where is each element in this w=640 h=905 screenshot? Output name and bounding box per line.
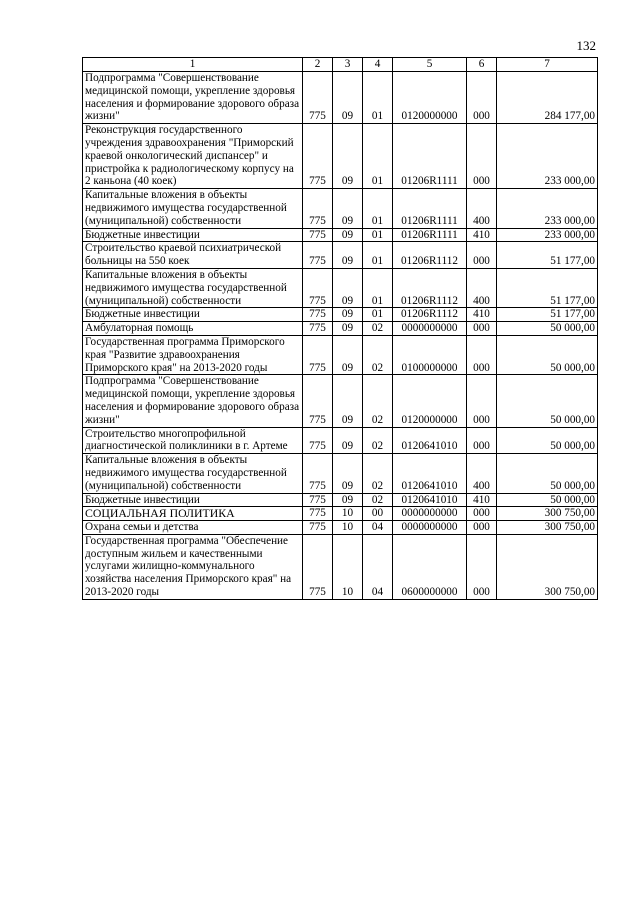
row-amount-cell: 233 000,00 <box>497 189 598 228</box>
row-grbs-cell: 775 <box>303 454 333 493</box>
row-grbs-cell: 775 <box>303 427 333 454</box>
row-name-cell: Подпрограмма "Совершенствование медицинской помощи, укрепление здоровья населения и формирование здорового образа жизни" <box>83 375 303 427</box>
row-expense-type-cell: 000 <box>467 427 497 454</box>
row-name-cell: Амбулаторная помощь <box>83 322 303 336</box>
row-target-item-cell: 0120641010 <box>393 493 467 507</box>
budget-table <box>82 57 598 600</box>
row-grbs-cell: 775 <box>303 521 333 535</box>
row-subsection-cell: 01 <box>363 124 393 189</box>
row-section-cell: 09 <box>333 124 363 189</box>
row-section-cell: 09 <box>333 268 363 307</box>
row-target-item-cell: 0000000000 <box>393 507 467 521</box>
row-subsection-cell: 02 <box>363 493 393 507</box>
row-subsection-cell: 04 <box>363 534 393 599</box>
row-grbs-cell: 775 <box>303 72 333 124</box>
row-name-cell: Капитальные вложения в объекты недвижимого имущества государственной (муниципальной) собственности <box>83 189 303 228</box>
column-header: 6 <box>467 58 497 72</box>
row-name-cell: Подпрограмма "Совершенствование медицинской помощи, укрепление здоровья населения и формирование здорового образа жизни" <box>83 72 303 124</box>
row-grbs-cell: 775 <box>303 308 333 322</box>
row-amount-cell: 233 000,00 <box>497 228 598 242</box>
row-amount-cell: 50 000,00 <box>497 427 598 454</box>
table-row <box>83 72 598 124</box>
row-grbs-cell: 775 <box>303 493 333 507</box>
table-row <box>83 507 598 521</box>
row-target-item-cell: 0120000000 <box>393 375 467 427</box>
header-row <box>83 58 598 72</box>
row-expense-type-cell: 000 <box>467 507 497 521</box>
row-subsection-cell: 02 <box>363 375 393 427</box>
column-header: 1 <box>83 58 303 72</box>
row-amount-cell: 300 750,00 <box>497 507 598 521</box>
row-expense-type-cell: 000 <box>467 375 497 427</box>
table-row <box>83 322 598 336</box>
row-amount-cell: 50 000,00 <box>497 375 598 427</box>
row-amount-cell: 300 750,00 <box>497 534 598 599</box>
row-target-item-cell: 01206R1111 <box>393 124 467 189</box>
column-header: 2 <box>303 58 333 72</box>
row-amount-cell: 284 177,00 <box>497 72 598 124</box>
row-name-cell: Капитальные вложения в объекты недвижимого имущества государственной (муниципальной) собственности <box>83 454 303 493</box>
row-subsection-cell: 02 <box>363 454 393 493</box>
row-subsection-cell: 01 <box>363 242 393 269</box>
row-target-item-cell: 0120641010 <box>393 427 467 454</box>
row-amount-cell: 51 177,00 <box>497 308 598 322</box>
column-header: 5 <box>393 58 467 72</box>
row-expense-type-cell: 000 <box>467 124 497 189</box>
row-section-cell: 10 <box>333 534 363 599</box>
column-header: 7 <box>497 58 598 72</box>
row-amount-cell: 50 000,00 <box>497 335 598 374</box>
row-grbs-cell: 775 <box>303 228 333 242</box>
row-name-cell: Капитальные вложения в объекты недвижимого имущества государственной (муниципальной) собственности <box>83 268 303 307</box>
table-row <box>83 375 598 427</box>
row-section-cell: 09 <box>333 454 363 493</box>
table-row <box>83 268 598 307</box>
row-name-cell: Реконструкция государственного учреждения здравоохранения "Приморский краевой онкологический диспансер" и пристройка к радиологическому корпусу на 2 каньона (40 коек) <box>83 124 303 189</box>
row-expense-type-cell: 000 <box>467 322 497 336</box>
row-section-cell: 09 <box>333 493 363 507</box>
row-expense-type-cell: 000 <box>467 242 497 269</box>
row-amount-cell: 300 750,00 <box>497 521 598 535</box>
table-row <box>83 242 598 269</box>
row-target-item-cell: 0000000000 <box>393 322 467 336</box>
table-row <box>83 427 598 454</box>
row-grbs-cell: 775 <box>303 534 333 599</box>
table-row <box>83 454 598 493</box>
row-subsection-cell: 04 <box>363 521 393 535</box>
row-target-item-cell: 01206R1112 <box>393 308 467 322</box>
row-grbs-cell: 775 <box>303 189 333 228</box>
column-header: 4 <box>363 58 393 72</box>
row-expense-type-cell: 000 <box>467 335 497 374</box>
row-expense-type-cell: 000 <box>467 72 497 124</box>
row-target-item-cell: 01206R1112 <box>393 268 467 307</box>
row-grbs-cell: 775 <box>303 322 333 336</box>
row-target-item-cell: 0120641010 <box>393 454 467 493</box>
table-row <box>83 228 598 242</box>
table-row <box>83 189 598 228</box>
row-name-cell: Охрана семьи и детства <box>83 521 303 535</box>
row-expense-type-cell: 400 <box>467 454 497 493</box>
row-name-cell: Бюджетные инвестиции <box>83 308 303 322</box>
row-target-item-cell: 01206R1112 <box>393 242 467 269</box>
row-name-cell: Государственная программа Приморского края "Развитие здравоохранения Приморского края" на 2013-2020 годы <box>83 335 303 374</box>
row-section-cell: 09 <box>333 322 363 336</box>
row-section-cell: 09 <box>333 308 363 322</box>
row-target-item-cell: 0120000000 <box>393 72 467 124</box>
row-subsection-cell: 02 <box>363 427 393 454</box>
row-subsection-cell: 02 <box>363 322 393 336</box>
row-expense-type-cell: 410 <box>467 228 497 242</box>
row-subsection-cell: 01 <box>363 72 393 124</box>
row-target-item-cell: 01206R1111 <box>393 189 467 228</box>
row-amount-cell: 51 177,00 <box>497 242 598 269</box>
row-subsection-cell: 00 <box>363 507 393 521</box>
row-name-cell: Государственная программа "Обеспечение доступным жильем и качественными услугами жилищно-коммунального хозяйства населения Приморского края" на 2013-2020 годы <box>83 534 303 599</box>
row-expense-type-cell: 410 <box>467 308 497 322</box>
row-amount-cell: 233 000,00 <box>497 124 598 189</box>
row-name-cell: Строительство многопрофильной диагностической поликлиники в г. Артеме <box>83 427 303 454</box>
row-section-cell: 10 <box>333 507 363 521</box>
row-name-cell: СОЦИАЛЬНАЯ ПОЛИТИКА <box>83 507 303 521</box>
row-grbs-cell: 775 <box>303 507 333 521</box>
row-target-item-cell: 01206R1111 <box>393 228 467 242</box>
table-row <box>83 521 598 535</box>
row-name-cell: Бюджетные инвестиции <box>83 228 303 242</box>
page-number: 132 <box>576 38 596 53</box>
row-name-cell: Бюджетные инвестиции <box>83 493 303 507</box>
row-section-cell: 09 <box>333 427 363 454</box>
row-amount-cell: 50 000,00 <box>497 493 598 507</box>
row-subsection-cell: 01 <box>363 189 393 228</box>
row-expense-type-cell: 000 <box>467 534 497 599</box>
row-section-cell: 09 <box>333 375 363 427</box>
table-body <box>83 72 598 600</box>
row-expense-type-cell: 400 <box>467 189 497 228</box>
row-expense-type-cell: 410 <box>467 493 497 507</box>
row-target-item-cell: 0100000000 <box>393 335 467 374</box>
row-subsection-cell: 01 <box>363 228 393 242</box>
row-amount-cell: 50 000,00 <box>497 322 598 336</box>
row-name-cell: Строительство краевой психиатрической больницы на 550 коек <box>83 242 303 269</box>
row-amount-cell: 50 000,00 <box>497 454 598 493</box>
row-subsection-cell: 01 <box>363 268 393 307</box>
row-grbs-cell: 775 <box>303 375 333 427</box>
table-row <box>83 308 598 322</box>
row-expense-type-cell: 000 <box>467 521 497 535</box>
row-section-cell: 09 <box>333 72 363 124</box>
table-row <box>83 124 598 189</box>
row-section-cell: 09 <box>333 228 363 242</box>
row-section-cell: 10 <box>333 521 363 535</box>
row-subsection-cell: 02 <box>363 335 393 374</box>
row-expense-type-cell: 400 <box>467 268 497 307</box>
row-grbs-cell: 775 <box>303 124 333 189</box>
row-subsection-cell: 01 <box>363 308 393 322</box>
row-section-cell: 09 <box>333 335 363 374</box>
row-target-item-cell: 0000000000 <box>393 521 467 535</box>
row-grbs-cell: 775 <box>303 242 333 269</box>
table-row <box>83 335 598 374</box>
row-grbs-cell: 775 <box>303 268 333 307</box>
row-section-cell: 09 <box>333 189 363 228</box>
row-amount-cell: 51 177,00 <box>497 268 598 307</box>
row-section-cell: 09 <box>333 242 363 269</box>
table-row <box>83 534 598 599</box>
column-header: 3 <box>333 58 363 72</box>
row-target-item-cell: 0600000000 <box>393 534 467 599</box>
table-row <box>83 493 598 507</box>
row-grbs-cell: 775 <box>303 335 333 374</box>
